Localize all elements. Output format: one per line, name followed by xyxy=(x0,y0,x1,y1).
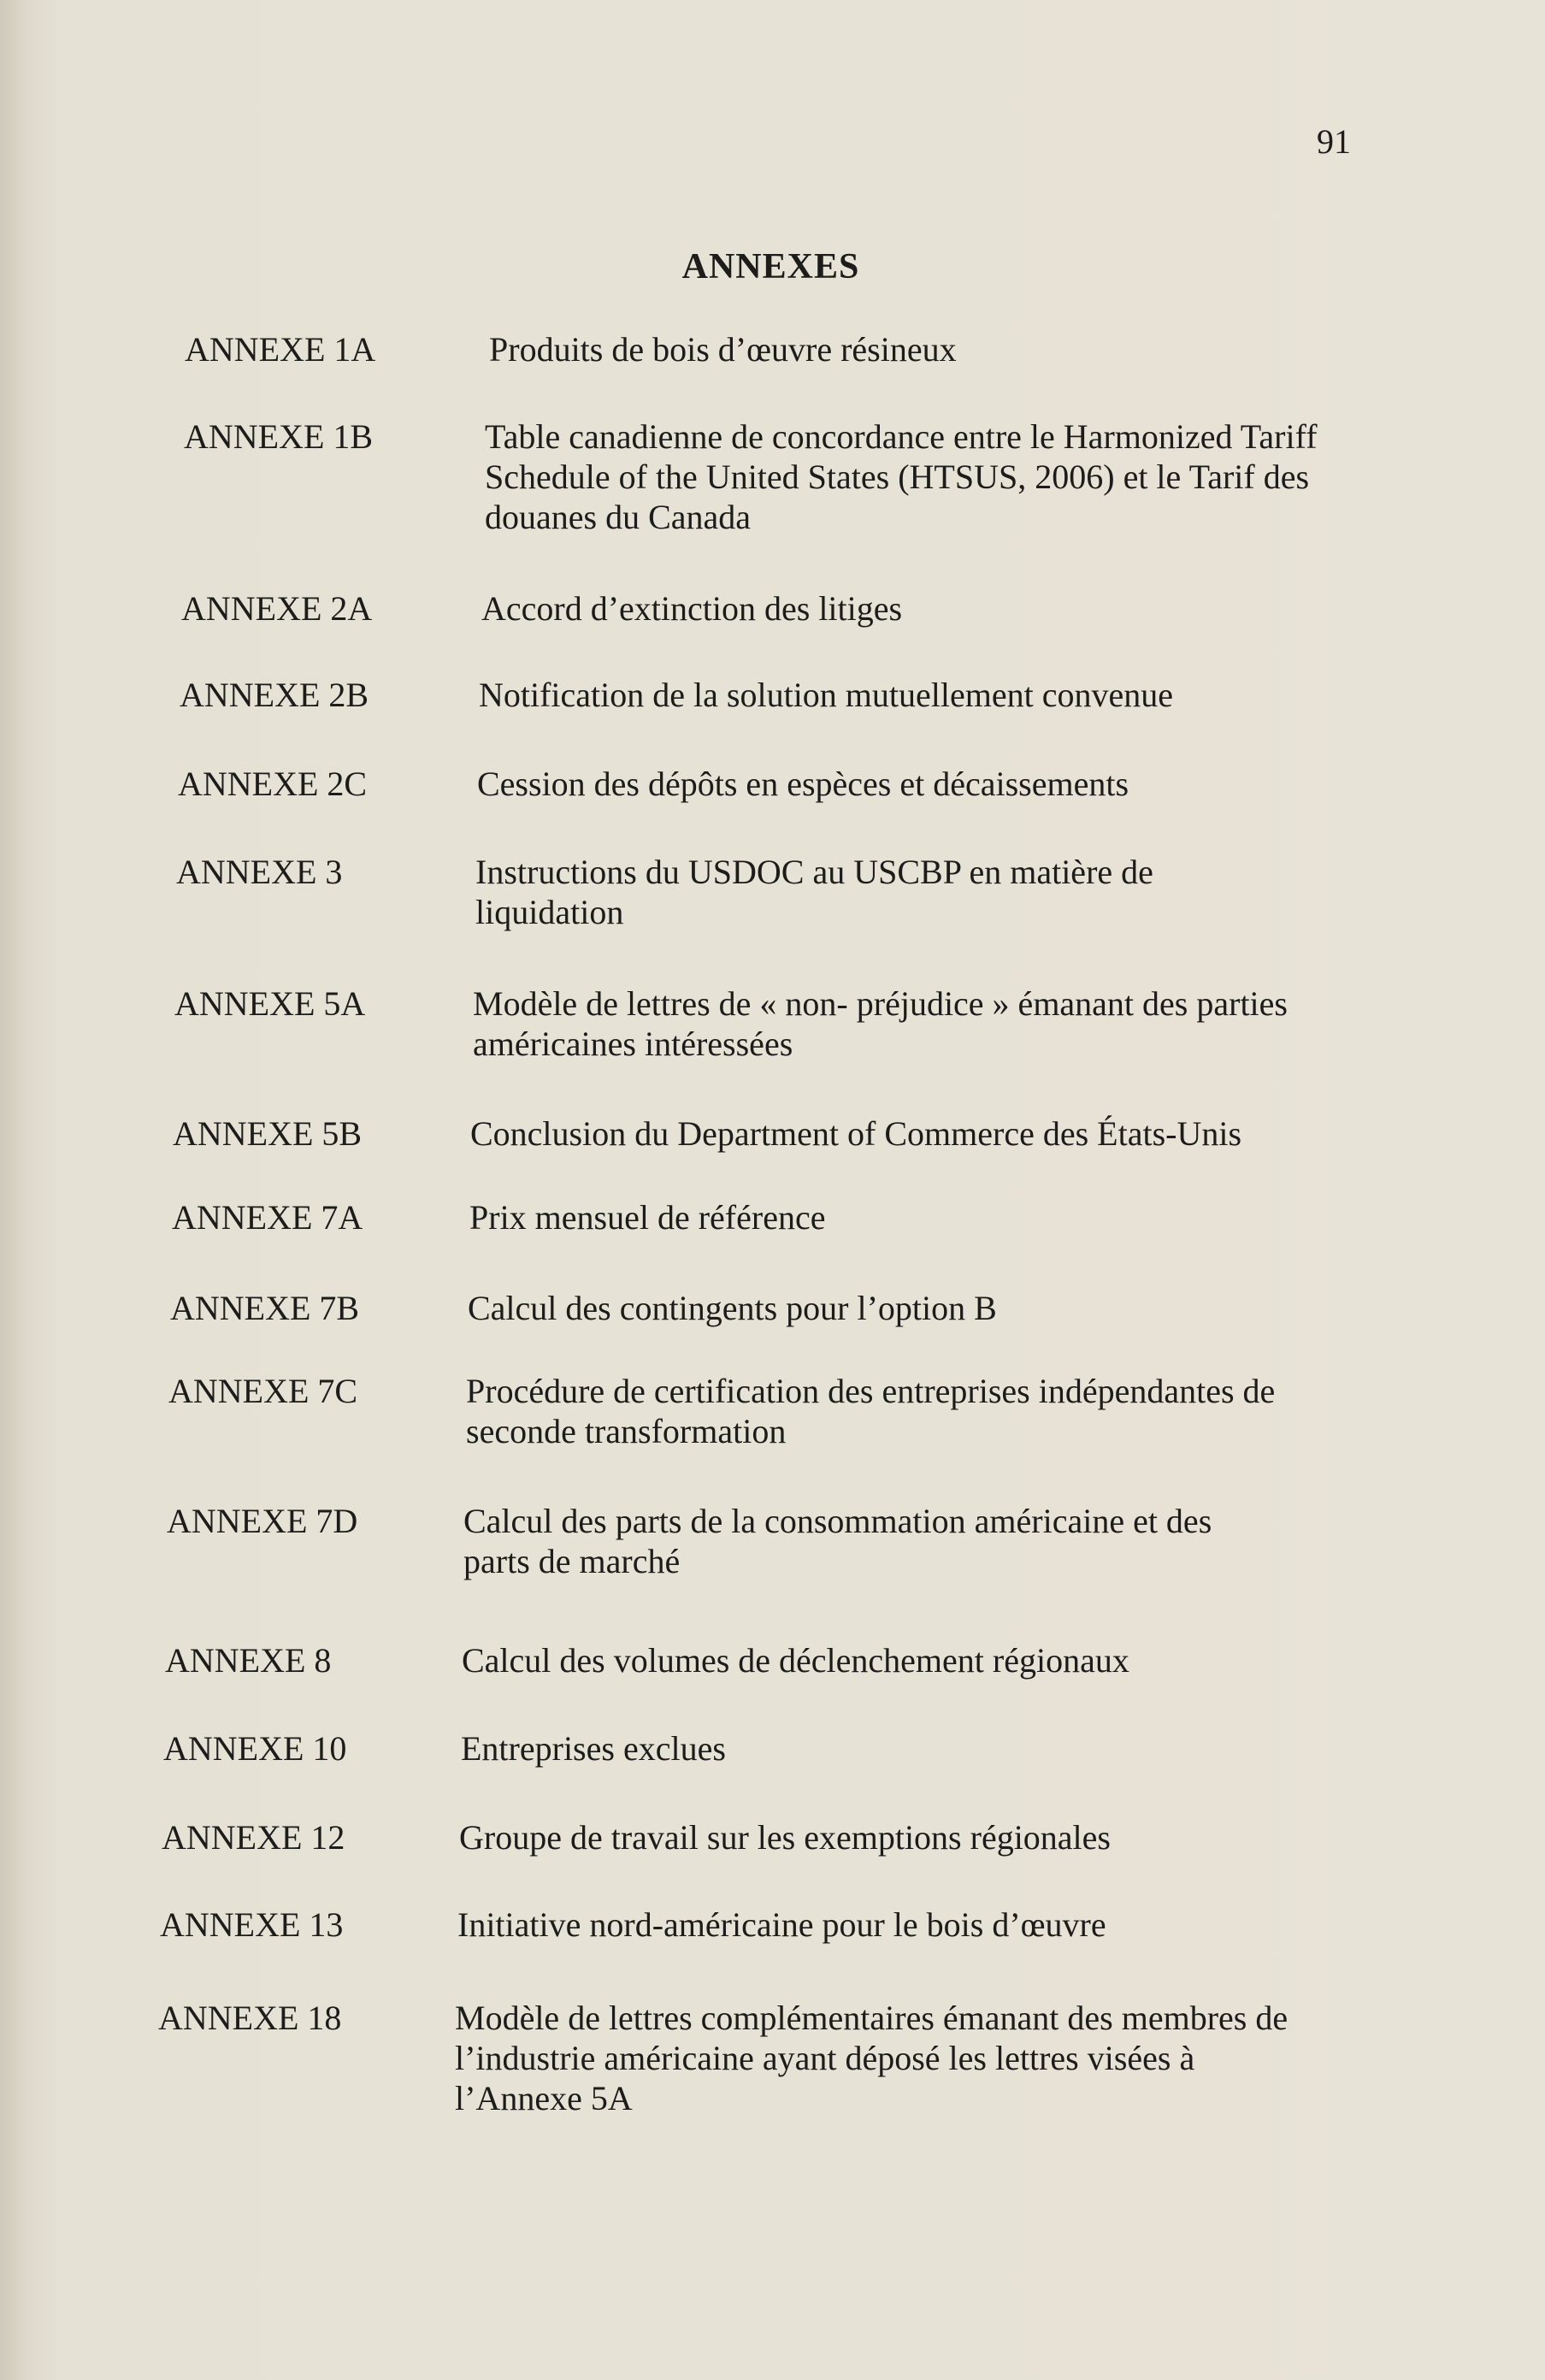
annex-description: Calcul des contingents pour l’option B xyxy=(468,1289,997,1327)
annex-label: ANNEXE 7B xyxy=(170,1289,360,1327)
annex-label: ANNEXE 5B xyxy=(173,1114,363,1153)
annex-description: Notification de la solution mutuellement convenue xyxy=(479,676,1174,714)
annex-label: ANNEXE 7D xyxy=(167,1502,358,1540)
page-title: ANNEXES xyxy=(681,247,860,286)
annex-description: Groupe de travail sur les exemptions régionales xyxy=(459,1818,1111,1857)
annex-description: Modèle de lettres de « non- préjudice » émanant des parties américaines intéressées xyxy=(473,984,1288,1063)
annex-label: ANNEXE 3 xyxy=(176,853,343,891)
annex-label: ANNEXE 13 xyxy=(160,1905,344,1944)
page-number: 91 xyxy=(1317,122,1351,161)
annex-description: Conclusion du Department of Commerce des États-Unis xyxy=(470,1114,1242,1153)
annex-description: Accord d’extinction des litiges xyxy=(481,589,903,628)
annex-description: Calcul des parts de la consommation américaine et des parts de marché xyxy=(463,1502,1212,1580)
annex-description: Procédure de certification des entreprises indépendantes de seconde transformation xyxy=(466,1372,1276,1450)
annex-label: ANNEXE 7C xyxy=(168,1372,358,1410)
annex-label: ANNEXE 7A xyxy=(172,1198,363,1237)
annex-description: Modèle de lettres complémentaires émanant des membres de l’industrie américaine ayant déposé les lettres visées à l’Annexe 5A xyxy=(455,1999,1288,2117)
annex-label: ANNEXE 18 xyxy=(158,1999,342,2037)
annex-description: Cession des dépôts en espèces et décaissements xyxy=(477,765,1129,803)
annex-label: ANNEXE 1A xyxy=(185,330,376,369)
annex-label: ANNEXE 5A xyxy=(174,984,366,1023)
annex-label: ANNEXE 10 xyxy=(163,1729,347,1768)
annex-description: Prix mensuel de référence xyxy=(469,1198,826,1237)
annex-label: ANNEXE 8 xyxy=(165,1641,332,1680)
annex-label: ANNEXE 2C xyxy=(178,765,368,803)
annex-label: ANNEXE 1B xyxy=(184,417,374,456)
annex-label: ANNEXE 2A xyxy=(181,589,373,628)
annex-description: Entreprises exclues xyxy=(461,1729,726,1768)
annex-label: ANNEXE 2B xyxy=(180,676,369,714)
annex-description: Produits de bois d’œuvre résineux xyxy=(489,330,957,369)
annex-description: Initiative nord-américaine pour le bois d’œuvre xyxy=(457,1905,1106,1944)
annex-description: Table canadienne de concordance entre le Harmonized Tariff Schedule of the United States (HTSUS, 2006) et le Tarif des douanes du Canada xyxy=(485,417,1318,536)
annex-description: Instructions du USDOC au USCBP en matière de liquidation xyxy=(475,853,1153,931)
annex-label: ANNEXE 12 xyxy=(162,1818,345,1857)
annex-description: Calcul des volumes de déclenchement régionaux xyxy=(462,1641,1129,1680)
